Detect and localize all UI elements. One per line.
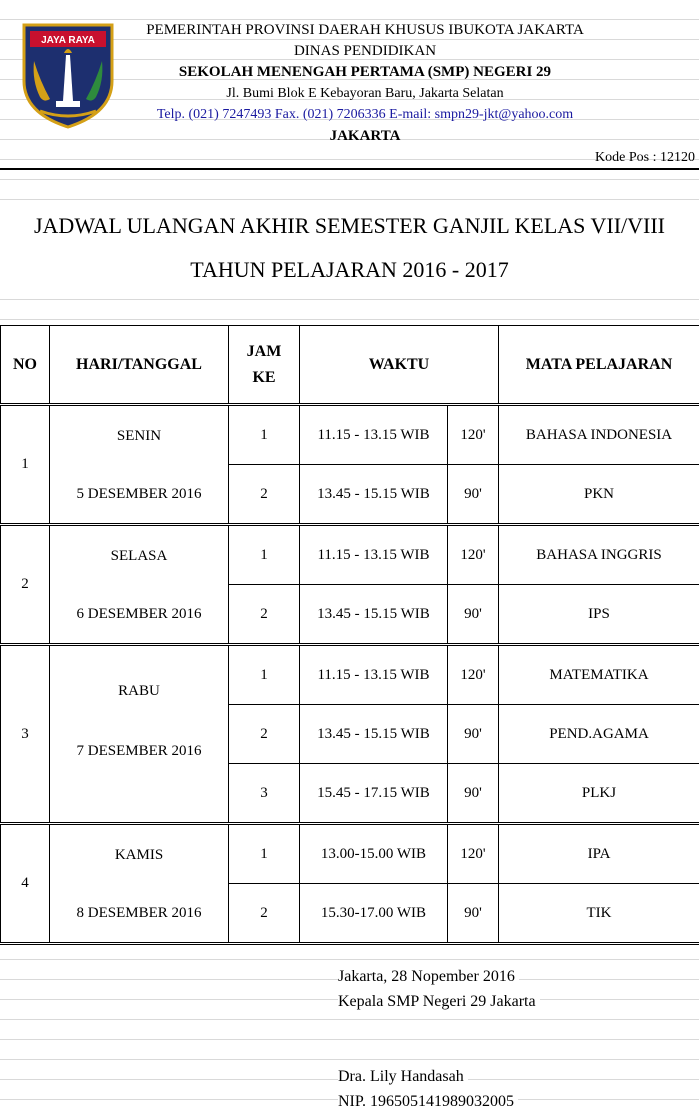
durasi: 90': [448, 884, 499, 944]
academic-year: TAHUN PELAJARAN 2016 - 2017: [0, 257, 699, 285]
durasi: 120': [448, 824, 499, 884]
jam-ke: 2: [229, 705, 300, 764]
mata-pelajaran: PEND.AGAMA: [499, 705, 699, 764]
mata-pelajaran: BAHASA INDONESIA: [499, 405, 699, 465]
letterhead-address: Jl. Bumi Blok E Kebayoran Baru, Jakarta Selatan: [226, 86, 504, 101]
day-date-cell: [50, 525, 229, 645]
table-row: [1, 645, 699, 705]
jakarta-emblem-icon: [20, 21, 116, 131]
mata-pelajaran: IPA: [499, 824, 699, 884]
letterhead-school-name: SEKOLAH MENENGAH PERTAMA (SMP) NEGERI 29: [178, 64, 552, 80]
letterhead-city: JAKARTA: [329, 128, 401, 144]
exam-date: 6 DESEMBER 2016: [76, 606, 202, 622]
jam-ke: 1: [229, 525, 300, 585]
mata-pelajaran: MATEMATIKA: [499, 645, 699, 705]
durasi: 120': [448, 525, 499, 585]
waktu: 13.45 - 15.15 WIB: [300, 465, 448, 525]
jam-ke: 2: [229, 585, 300, 645]
table-header-row: [1, 326, 699, 405]
day-name: KAMIS: [114, 847, 164, 863]
letterhead-contact: Telp. (021) 7247493 Fax. (021) 7206336 E-mail: smpn29-jkt@yahoo.com: [156, 107, 574, 122]
signature-position: Kepala SMP Negeri 29 Jakarta: [338, 993, 540, 1011]
day-date-cell: [50, 824, 229, 944]
durasi: 90': [448, 764, 499, 824]
exam-date: 7 DESEMBER 2016: [76, 743, 202, 759]
header-no: NO: [1, 326, 50, 405]
header-hari-tanggal: HARI/TANGGAL: [50, 326, 229, 405]
day-name: RABU: [118, 683, 160, 699]
signature-nip: NIP. 196505141989032005: [338, 1093, 518, 1111]
jam-ke: 2: [229, 884, 300, 944]
waktu: 11.15 - 13.15 WIB: [300, 645, 448, 705]
group-number: 3: [1, 645, 50, 824]
mata-pelajaran: BAHASA INGGRIS: [499, 525, 699, 585]
waktu: 13.45 - 15.15 WIB: [300, 585, 448, 645]
mata-pelajaran: IPS: [499, 585, 699, 645]
document-title: JADWAL ULANGAN AKHIR SEMESTER GANJIL KELAS VII/VIII: [0, 213, 699, 241]
durasi: 90': [448, 465, 499, 525]
letterhead-department: DINAS PENDIDIKAN: [293, 43, 437, 59]
group-number: 1: [1, 405, 50, 525]
signature-place-date: Jakarta, 28 Nopember 2016: [338, 968, 519, 986]
logo-text: JAYA RAYA: [41, 35, 95, 46]
exam-schedule-table: [0, 325, 699, 945]
waktu: 11.15 - 13.15 WIB: [300, 405, 448, 465]
waktu: 13.45 - 15.15 WIB: [300, 705, 448, 764]
header-waktu: WAKTU: [300, 326, 499, 405]
exam-date: 5 DESEMBER 2016: [76, 486, 202, 502]
exam-date: 8 DESEMBER 2016: [76, 905, 202, 921]
jam-ke: 1: [229, 405, 300, 465]
mata-pelajaran: PLKJ: [499, 764, 699, 824]
jam-ke: 2: [229, 465, 300, 525]
day-name: SELASA: [110, 548, 168, 564]
jam-ke: 1: [229, 645, 300, 705]
table-row: [1, 405, 699, 465]
header-mata-pelajaran: MATA PELAJARAN: [499, 326, 699, 405]
day-date-cell: [50, 645, 229, 824]
day-date-cell: [50, 405, 229, 525]
letterhead-government: PEMERINTAH PROVINSI DAERAH KHUSUS IBUKOTA JAKARTA: [146, 22, 584, 38]
postal-code: Kode Pos : 12120: [595, 150, 695, 165]
waktu: 15.30-17.00 WIB: [300, 884, 448, 944]
waktu: 13.00-15.00 WIB: [300, 824, 448, 884]
header-jam-ke: [229, 326, 300, 405]
durasi: 90': [448, 705, 499, 764]
group-number: 4: [1, 824, 50, 944]
table-row: [1, 824, 699, 884]
mata-pelajaran: TIK: [499, 884, 699, 944]
letterhead-divider: [0, 168, 699, 170]
jam-ke: 3: [229, 764, 300, 824]
group-number: 2: [1, 525, 50, 645]
mata-pelajaran: PKN: [499, 465, 699, 525]
day-name: SENIN: [116, 428, 162, 444]
table-row: [1, 525, 699, 585]
waktu: 11.15 - 13.15 WIB: [300, 525, 448, 585]
durasi: 120': [448, 405, 499, 465]
durasi: 90': [448, 585, 499, 645]
durasi: 120': [448, 645, 499, 705]
signature-name: Dra. Lily Handasah: [338, 1068, 468, 1086]
waktu: 15.45 - 17.15 WIB: [300, 764, 448, 824]
jam-ke: 1: [229, 824, 300, 884]
letterhead: [0, 0, 699, 168]
header-jam-ke-text: JAM KE: [246, 342, 282, 386]
